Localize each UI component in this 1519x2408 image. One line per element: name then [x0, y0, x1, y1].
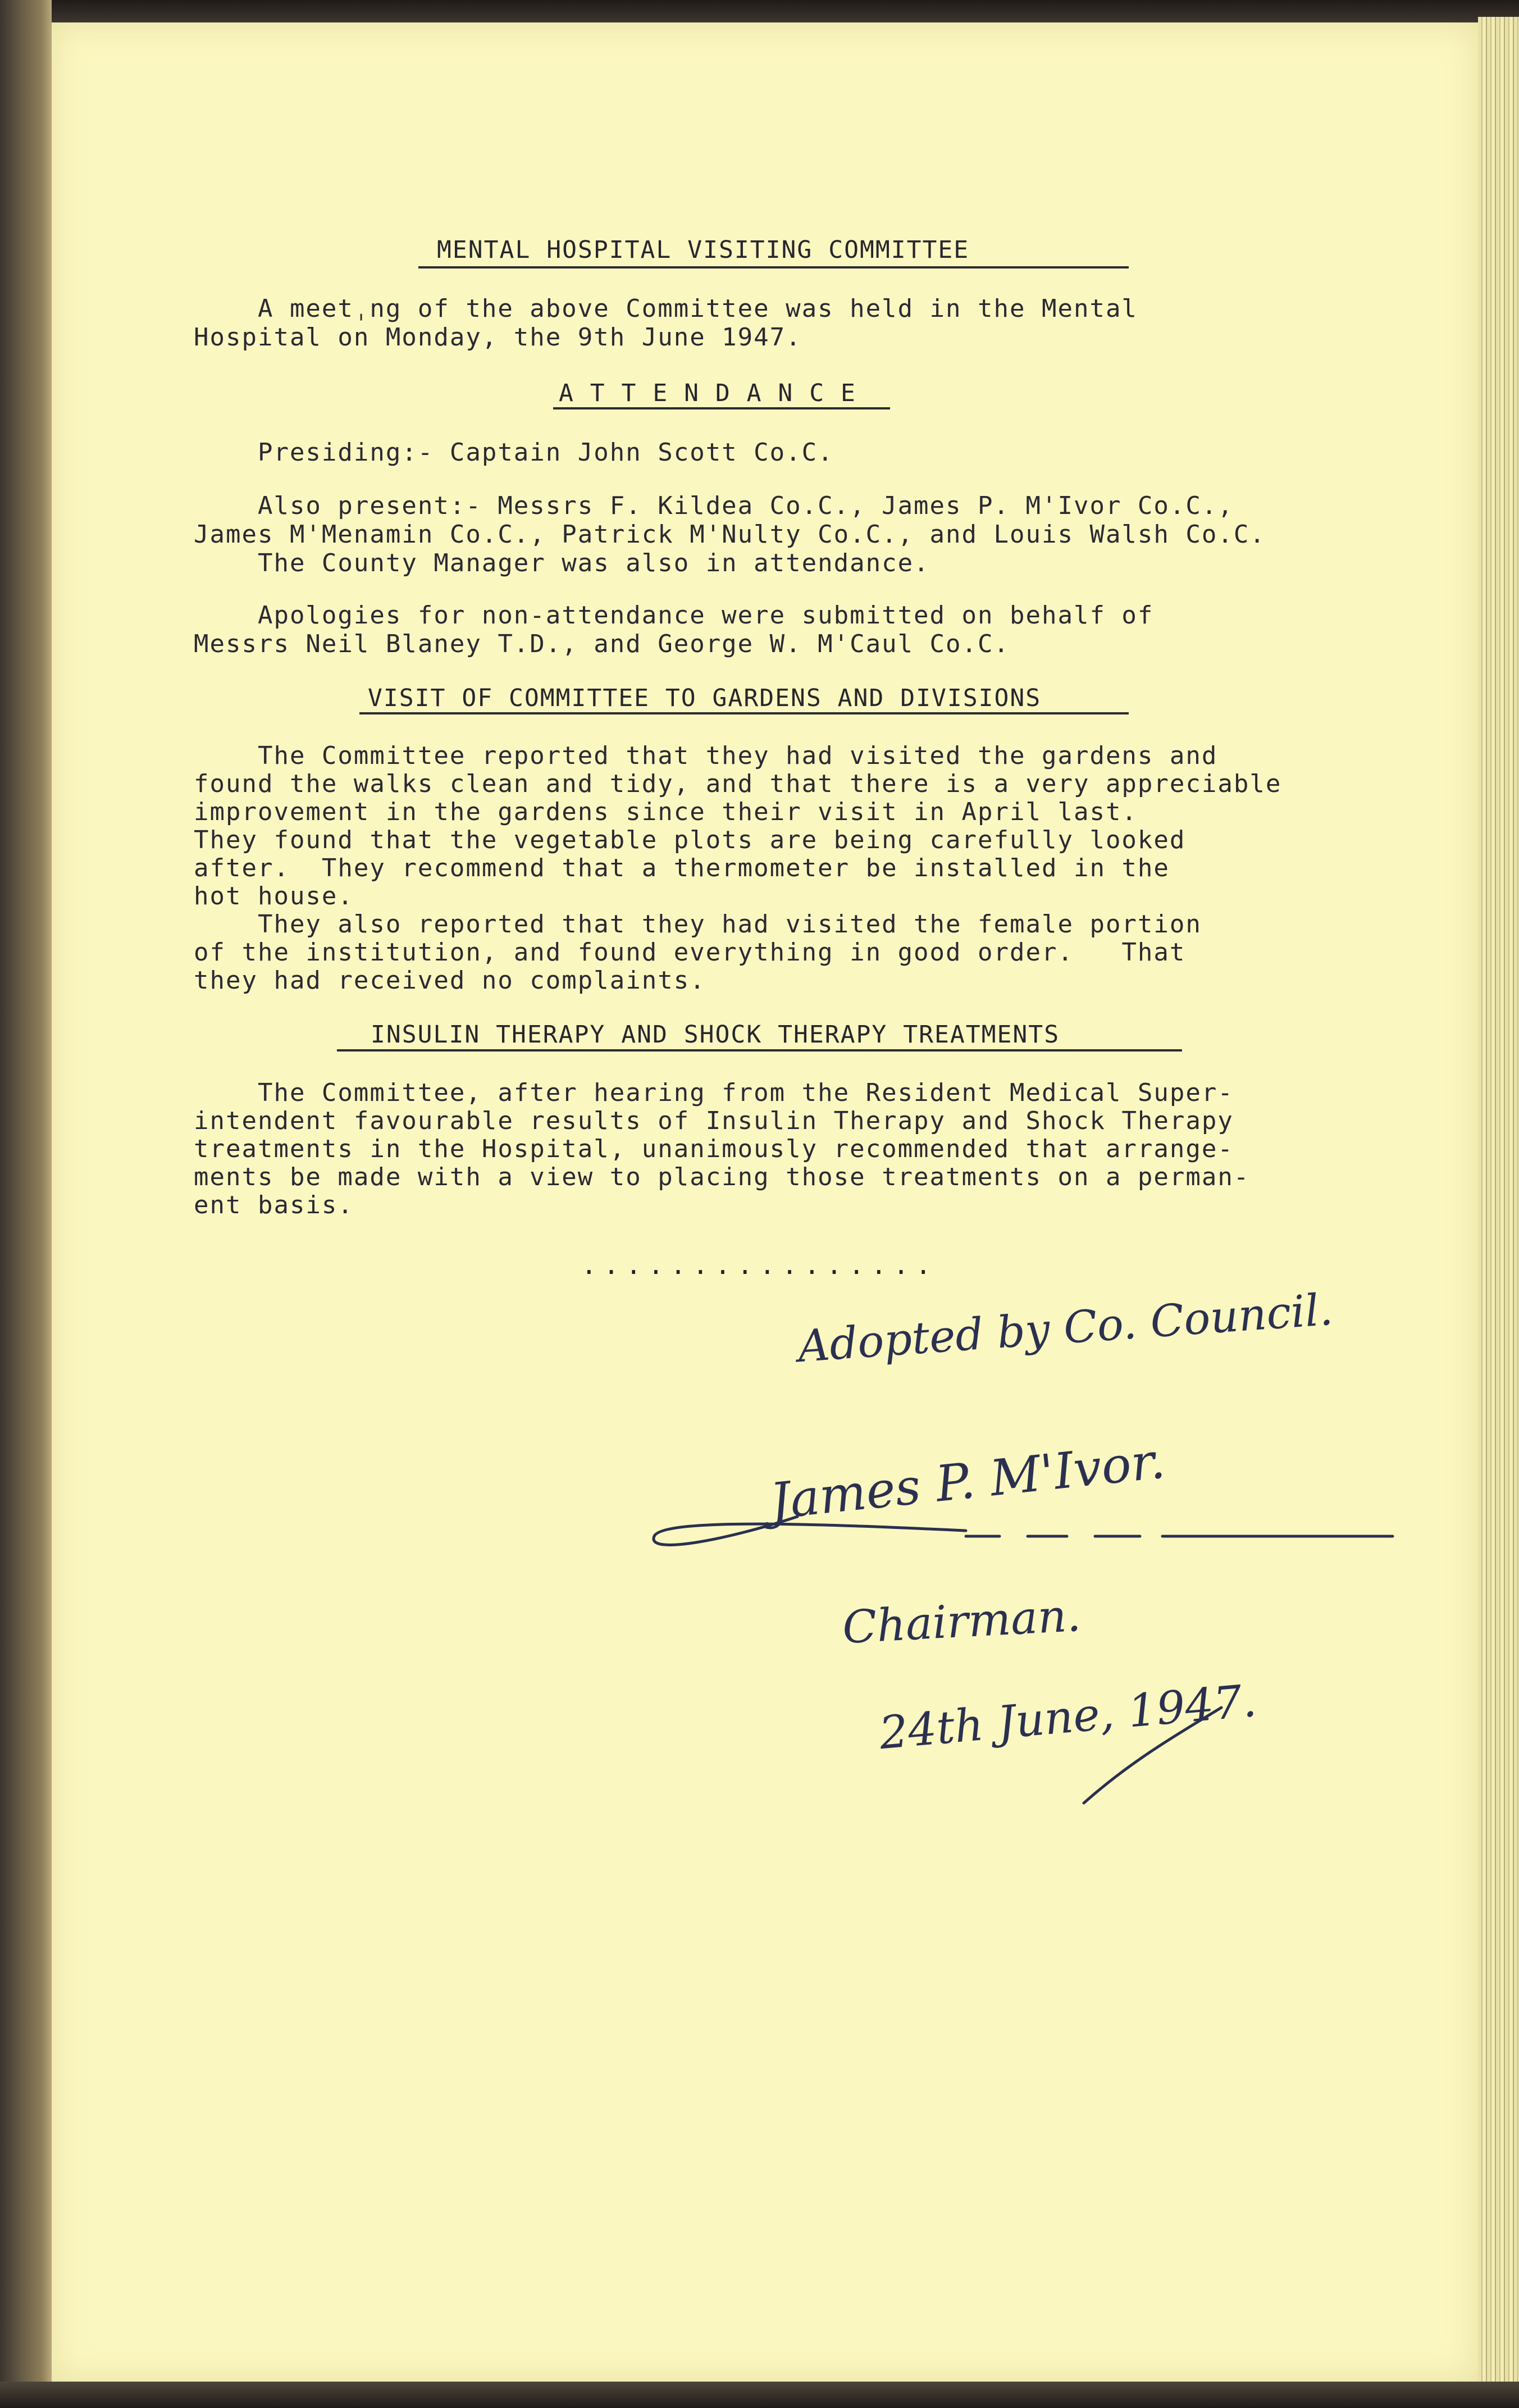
visit-line: after. They recommend that a thermometer be installed in the	[194, 854, 1170, 882]
visit-line: found the walks clean and tidy, and that there is a very appreciable	[194, 770, 1282, 798]
insulin-line: ent basis.	[194, 1191, 354, 1219]
present-line: James M'Menamin Co.C., Patrick M'Nulty Co.C., and Louis Walsh Co.C.	[194, 520, 1266, 549]
visit-line: hot house.	[194, 882, 354, 911]
visit-line: The Committee reported that they had visited the gardens and	[194, 741, 1218, 770]
insulin-line: intendent favourable results of Insulin Therapy and Shock Therapy	[194, 1107, 1234, 1135]
visit-heading: VISIT OF COMMITTEE TO GARDENS AND DIVISIONS	[368, 684, 1042, 712]
intro-line: Hospital on Monday, the 9th June 1947.	[194, 323, 802, 352]
visit-line: improvement in the gardens since their visit in April last.	[194, 798, 1138, 826]
presiding-line: Presiding:- Captain John Scott Co.C.	[194, 438, 834, 467]
document-title: MENTAL HOSPITAL VISITING COMMITTEE	[437, 236, 970, 264]
handwritten-adopted-note: Adopted by Co. Council.	[796, 1284, 1335, 1373]
intro-line: A meetˌng of the above Committee was held in the Mental	[194, 294, 1138, 323]
handwritten-chairman: Chairman.	[841, 1588, 1082, 1654]
visit-line: they had received no complaints.	[194, 966, 706, 995]
present-line: Also present:- Messrs F. Kildea Co.C., James P. M'Ivor Co.C.,	[194, 491, 1234, 520]
separator-dots: ................	[581, 1250, 938, 1280]
insulin-line: treatments in the Hospital, unanimously recommended that arrange-	[194, 1135, 1234, 1163]
visit-line: of the institution, and found everything in good order. That	[194, 938, 1186, 967]
attendance-heading: A T T E N D A N C E	[559, 379, 856, 407]
insulin-heading: INSULIN THERAPY AND SHOCK THERAPY TREATMENTS	[371, 1021, 1060, 1049]
present-line: The County Manager was also in attendance.	[194, 549, 930, 577]
handwritten-date: 24th June, 1947.	[877, 1674, 1259, 1760]
apologies-line: Apologies for non-attendance were submitted on behalf of	[194, 601, 1154, 630]
apologies-line: Messrs Neil Blaney T.D., and George W. M'Caul Co.C.	[194, 630, 1010, 658]
insulin-line: The Committee, after hearing from the Resident Medical Super-	[194, 1078, 1234, 1107]
visit-line: They also reported that they had visited the female portion	[194, 910, 1202, 939]
insulin-line: ments be made with a view to placing those treatments on a perman-	[194, 1163, 1250, 1191]
visit-line: They found that the vegetable plots are being carefully looked	[194, 826, 1186, 854]
handwritten-signature: James P. M'Ivor.	[767, 1431, 1168, 1531]
